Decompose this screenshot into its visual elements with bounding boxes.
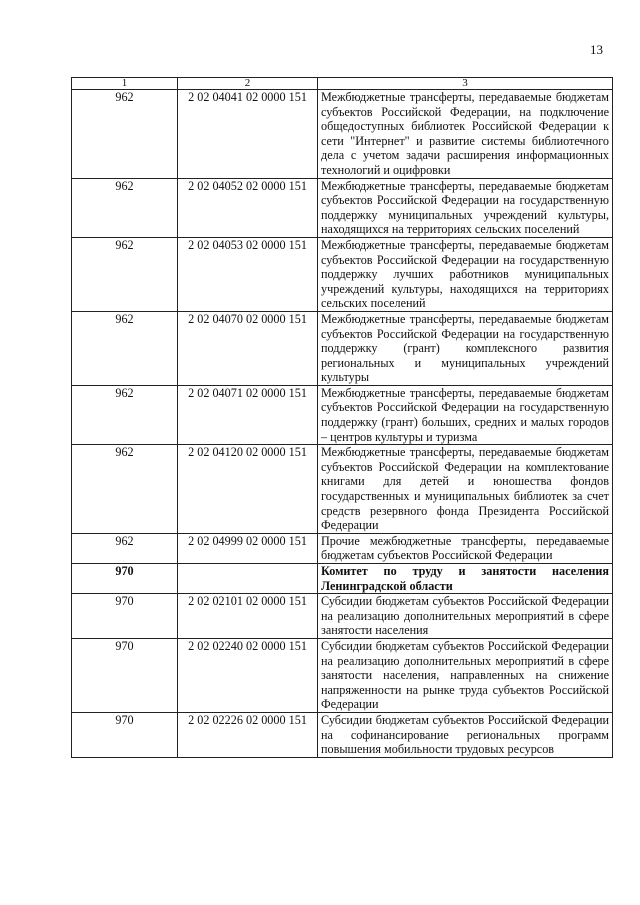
- admin-code-cell: 970: [72, 594, 178, 639]
- page-number: 13: [590, 42, 603, 57]
- admin-code-cell: 962: [72, 445, 178, 534]
- admin-code-cell: 962: [72, 385, 178, 444]
- table-row: [72, 90, 613, 179]
- revenue-description-cell: Субсидии бюджетам субъектов Российской Федерации на реализацию дополнительных мероприятий в сфере занятости населения: [318, 594, 613, 639]
- revenue-description-cell: Межбюджетные трансферты, передаваемые бюджетам субъектов Российской Федерации, на подключение общедоступных библиотек Российской Федерации к сети "Интернет" и развитие системы библиотечного дела с учетом задачи расширения информационных технологий и оцифровки: [318, 90, 613, 179]
- revenue-description-cell: Прочие межбюджетные трансферты, передаваемые бюджетам субъектов Российской Федерации: [318, 533, 613, 563]
- revenue-description-cell: Комитет по труду и занятости населения Ленинградской области: [318, 564, 613, 594]
- table-row: [72, 237, 613, 311]
- budget-classification-code-cell: 2 02 04053 02 0000 151: [178, 237, 318, 311]
- revenue-description-cell: Межбюджетные трансферты, передаваемые бюджетам субъектов Российской Федерации на государственную поддержку муниципальных учреждений культуры, находящихся на территориях сельских поселений: [318, 178, 613, 237]
- table-row: [72, 594, 613, 639]
- table-row: [72, 385, 613, 444]
- budget-classification-code-cell: 2 02 04999 02 0000 151: [178, 533, 318, 563]
- column-header: 1: [72, 78, 178, 90]
- admin-code-cell: 962: [72, 533, 178, 563]
- admin-code-cell: 962: [72, 178, 178, 237]
- column-header: 3: [318, 78, 613, 90]
- revenue-description-cell: Межбюджетные трансферты, передаваемые бюджетам субъектов Российской Федерации на государственную поддержку (грант) комплексного развития региональных и муниципальных учреждений культуры: [318, 311, 613, 385]
- revenue-description-cell: Межбюджетные трансферты, передаваемые бюджетам субъектов Российской Федерации на комплектование книгами для детей и юношества фондов государственных и муниципальных библиотек за счет средств резервного фонда Президента Российской Федерации: [318, 445, 613, 534]
- table-row: [72, 638, 613, 712]
- budget-codes-table: [71, 77, 613, 758]
- table-row: [72, 564, 613, 594]
- revenue-description-cell: Межбюджетные трансферты, передаваемые бюджетам субъектов Российской Федерации на государственную поддержку (грант) больших, средних и малых городов – центров культуры и туризма: [318, 385, 613, 444]
- budget-classification-code-cell: 2 02 02226 02 0000 151: [178, 712, 318, 757]
- revenue-description-cell: Субсидии бюджетам субъектов Российской Федерации на софинансирование региональных программ повышения мобильности трудовых ресурсов: [318, 712, 613, 757]
- admin-code-cell: 970: [72, 712, 178, 757]
- budget-classification-code-cell: 2 02 04041 02 0000 151: [178, 90, 318, 179]
- table-header-row: [72, 78, 613, 90]
- admin-code-cell: 962: [72, 311, 178, 385]
- budget-classification-code-cell: [178, 564, 318, 594]
- table-row: [72, 178, 613, 237]
- table-row: [72, 712, 613, 757]
- admin-code-cell: 970: [72, 638, 178, 712]
- column-header: 2: [178, 78, 318, 90]
- budget-classification-code-cell: 2 02 02101 02 0000 151: [178, 594, 318, 639]
- revenue-description-cell: Субсидии бюджетам субъектов Российской Федерации на реализацию дополнительных мероприятий в сфере занятости населения, направленных на снижение напряженности на рынке труда субъектов Российской Федерации: [318, 638, 613, 712]
- table-row: [72, 311, 613, 385]
- revenue-description-cell: Межбюджетные трансферты, передаваемые бюджетам субъектов Российской Федерации на государственную поддержку лучших работников муниципальных учреждений культуры, находящихся на территориях сельских поселений: [318, 237, 613, 311]
- admin-code-cell: 962: [72, 90, 178, 179]
- table-row: [72, 533, 613, 563]
- admin-code-cell: 962: [72, 237, 178, 311]
- budget-classification-code-cell: 2 02 04071 02 0000 151: [178, 385, 318, 444]
- budget-classification-code-cell: 2 02 02240 02 0000 151: [178, 638, 318, 712]
- admin-code-cell: 970: [72, 564, 178, 594]
- table-row: [72, 445, 613, 534]
- budget-classification-code-cell: 2 02 04052 02 0000 151: [178, 178, 318, 237]
- budget-classification-code-cell: 2 02 04120 02 0000 151: [178, 445, 318, 534]
- budget-classification-code-cell: 2 02 04070 02 0000 151: [178, 311, 318, 385]
